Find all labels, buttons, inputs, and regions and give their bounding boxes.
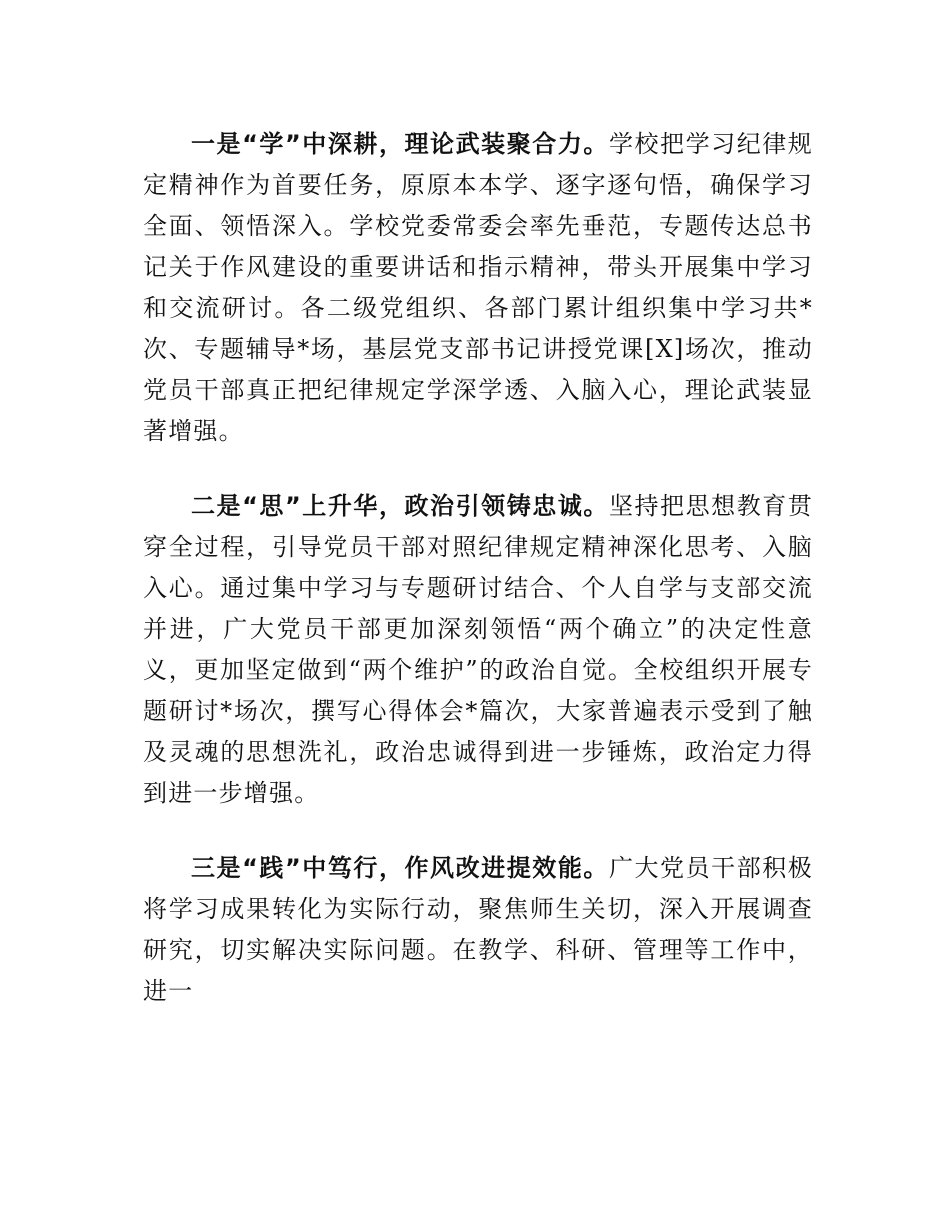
- paragraph-heading: 一是“学”中深耕，理论武装聚合力。: [191, 130, 609, 158]
- paragraph-study: [143, 124, 813, 452]
- paragraph-text: 坚持把思想教育贯穿全过程，引导党员干部对照纪律规定精神深化思考、入脑入心。通过集中学习与专题研讨结合、个人自学与支部交流并进，广大党员干部更加深刻领悟“两个确立”的决定性意义，更加坚定做到“两个维护”的政治自觉。全校组织开展专题研讨*场次，撰写心得体会*篇次，大家普遍表示受到了触及灵魂的思想洗礼，政治忠诚得到进一步锤炼，政治定力得到进一步增强。: [143, 492, 813, 807]
- document-body: [143, 124, 813, 1046]
- paragraph-heading: 三是“践”中笃行，作风改进提效能。: [191, 854, 609, 882]
- paragraph-text: 学校把学习纪律规定精神作为首要任务，原原本本学、逐字逐句悟，确保学习全面、领悟深入。学校党委常委会率先垂范，专题传达总书记关于作风建设的重要讲话和指示精神，带头开展集中学习和交流研讨。各二级党组织、各部门累计组织集中学习共*次、专题辅导*场，基层党支部书记讲授党课[X]场次，推动党员干部真正把纪律规定学深学透、入脑入心，理论武装显著增强。: [143, 130, 813, 445]
- paragraph-practice: [143, 848, 813, 1012]
- paragraph-reflect: [143, 486, 813, 814]
- paragraph-heading: 二是“思”上升华，政治引领铸忠诚。: [191, 492, 609, 520]
- paragraph-text: 广大党员干部积极将学习成果转化为实际行动，聚焦师生关切，深入开展调查研究，切实解决实际问题。在教学、科研、管理等工作中，进一: [143, 854, 813, 1005]
